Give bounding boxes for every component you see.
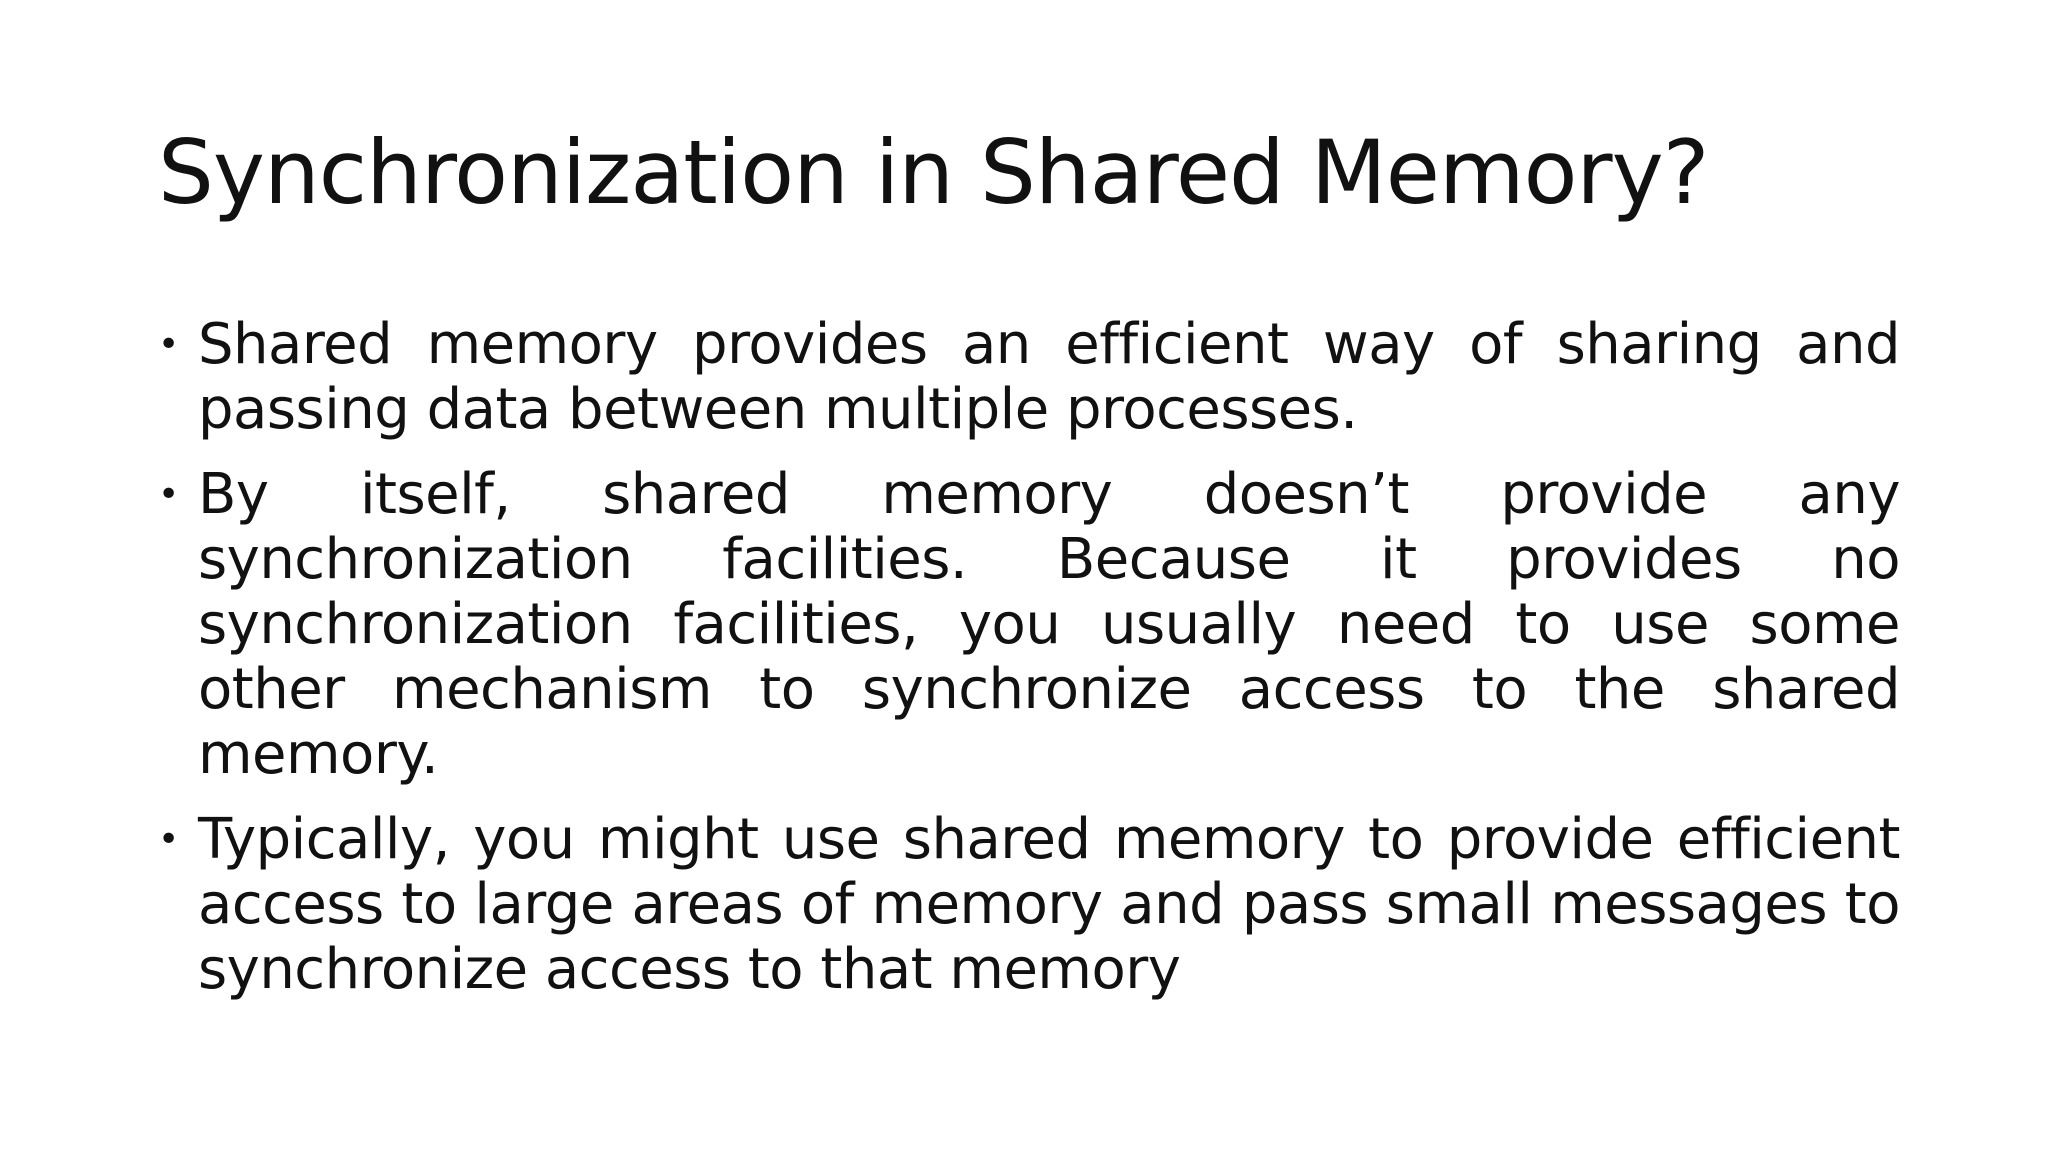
bullet-text: Shared memory provides an efficient way of sharing and passing data between multiple processes. (198, 312, 1900, 442)
bullet-text: Typically, you might use shared memory to provide efficient access to large areas of memory and pass small messages to synchronize access to that memory (198, 807, 1900, 1002)
bullet-item (158, 807, 1900, 1002)
bullet-dot-icon: • (158, 324, 179, 365)
bullet-text: By itself, shared memory doesn’t provide any synchronization facilities. Because it provides no synchronization facilities, you usually need to use some other mechanism to synchronize access to the shared memory. (198, 462, 1900, 787)
bullet-item (158, 312, 1900, 442)
bullet-item (158, 462, 1900, 787)
bullet-list (158, 312, 1900, 1022)
slide-title: Synchronization in Shared Memory? (158, 121, 1709, 224)
bullet-dot-icon: • (158, 819, 179, 860)
bullet-dot-icon: • (158, 474, 179, 515)
